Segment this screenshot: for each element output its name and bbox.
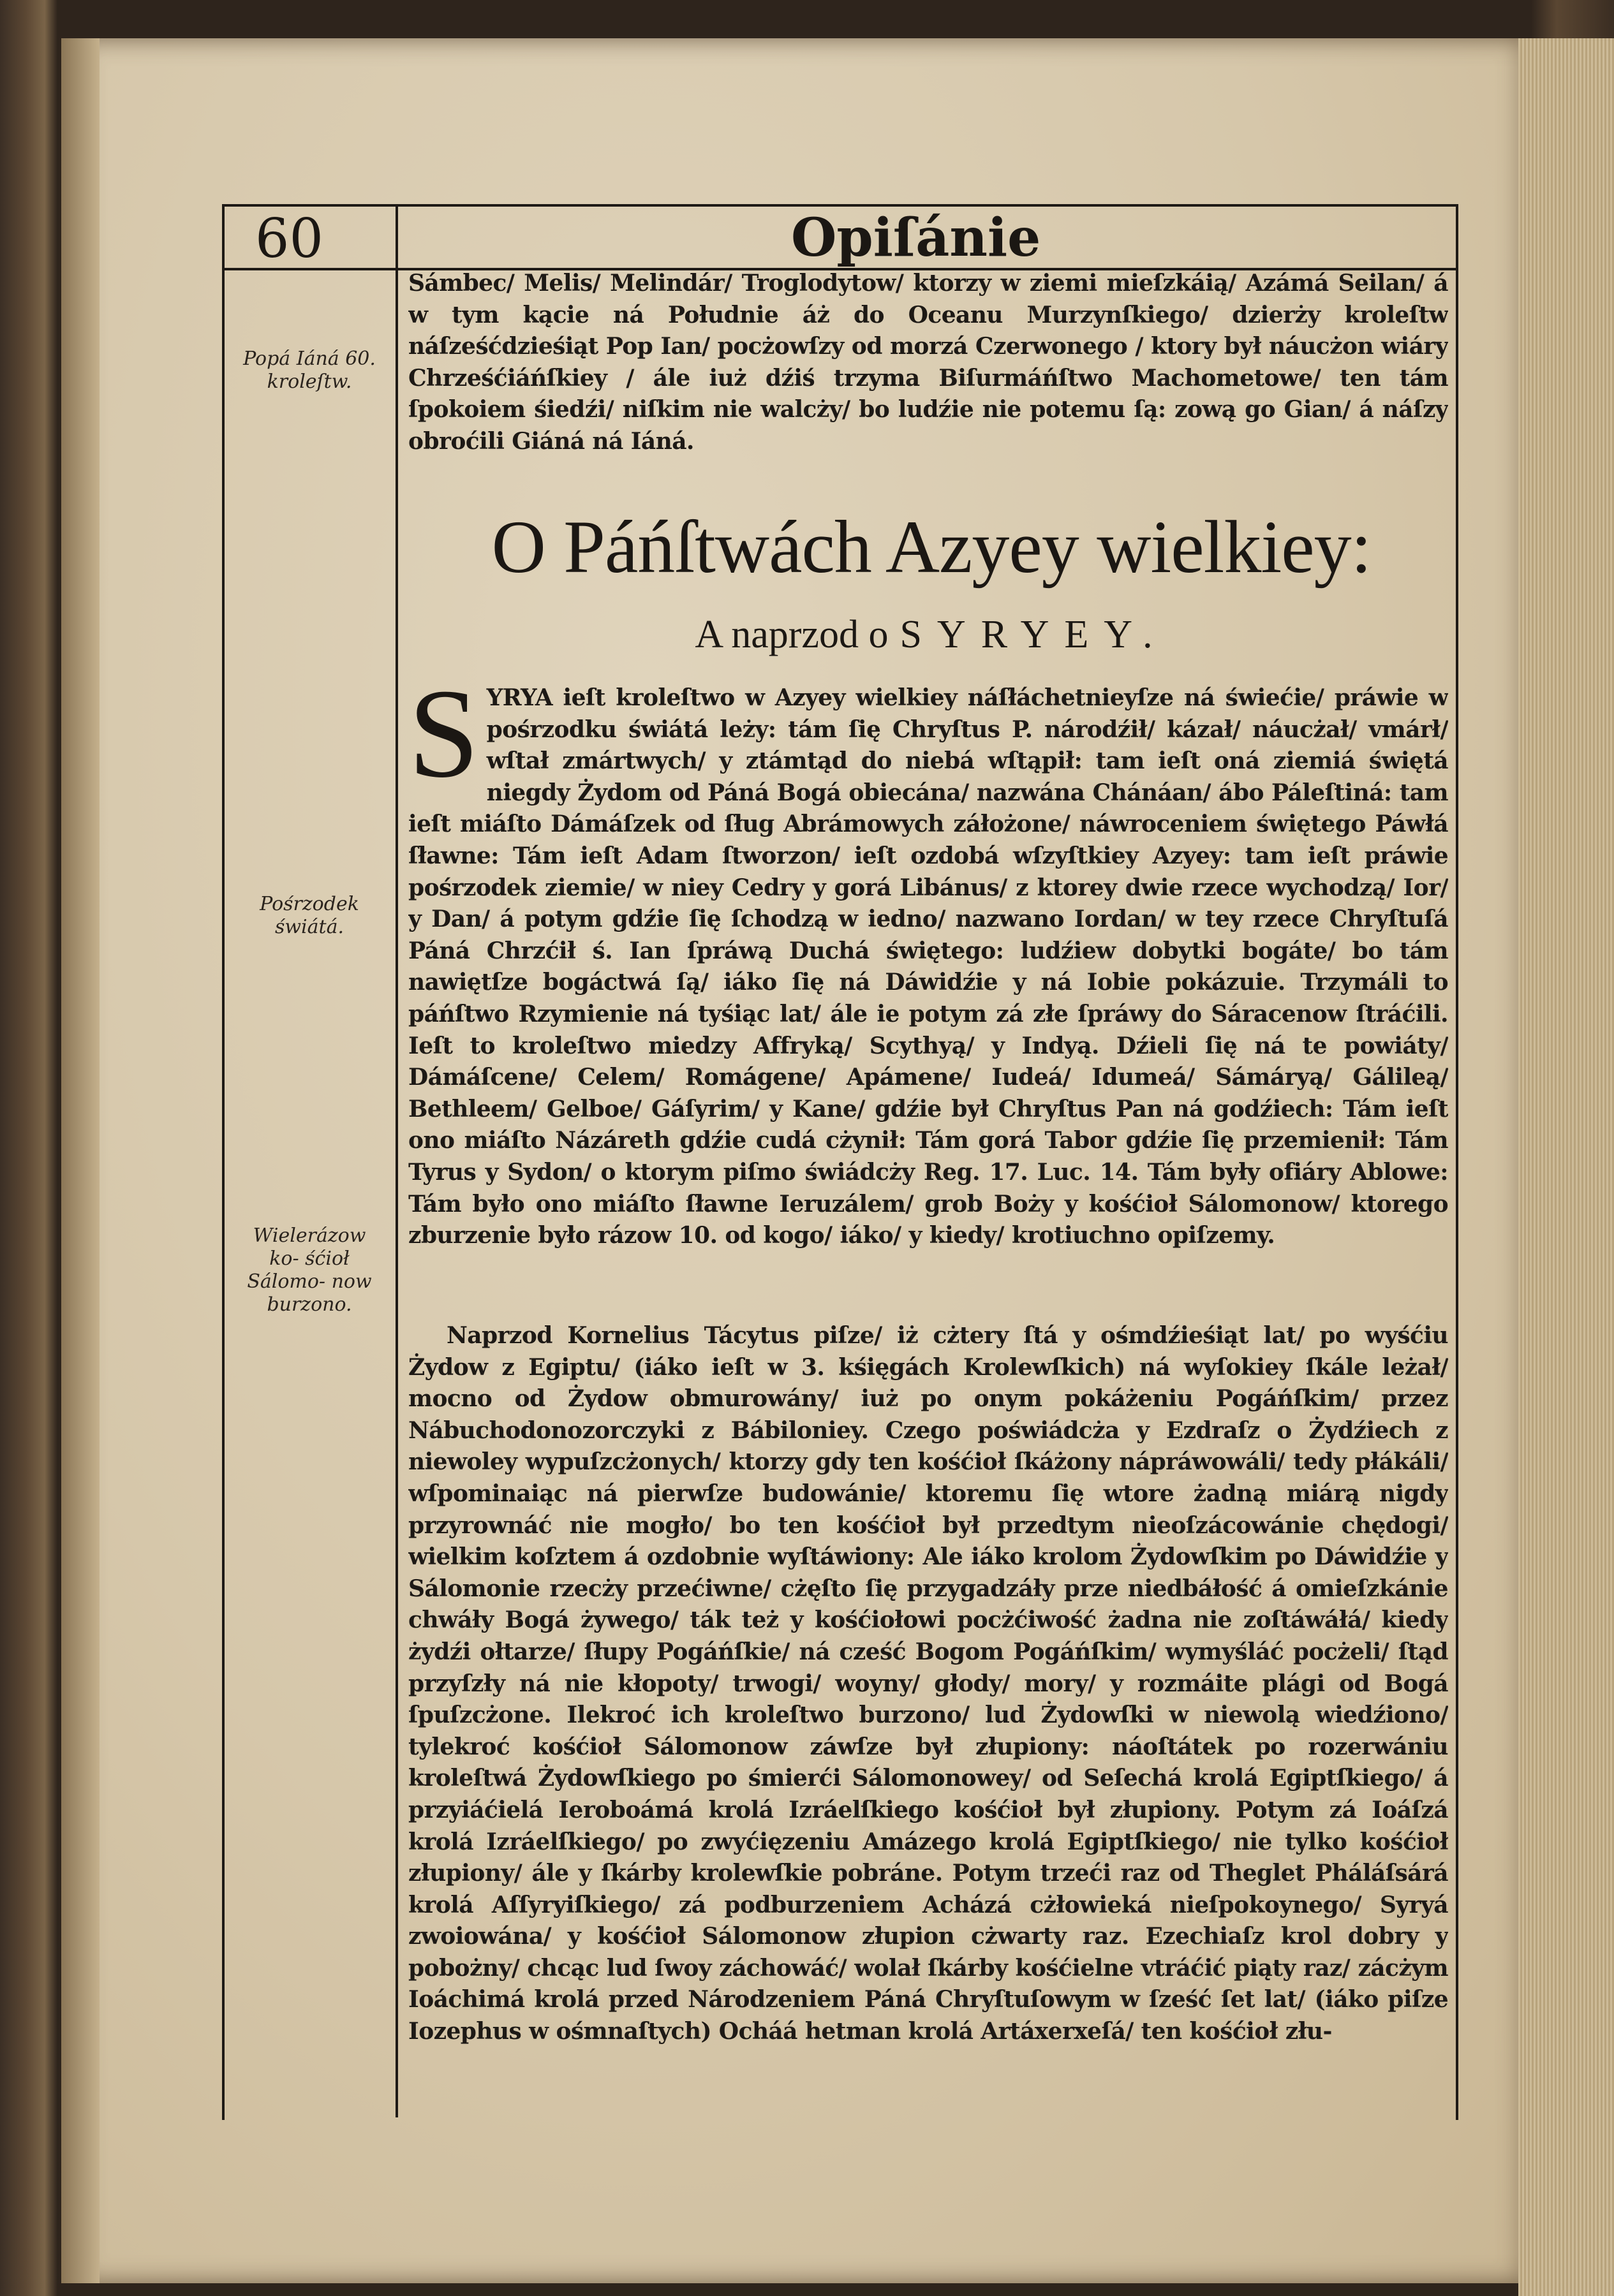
section-title: O Páńſtwách Azyey wielkiey: — [491, 505, 1372, 589]
margin-note-pop-jan: Popá Iáná 60. kroleſtw. — [243, 348, 376, 393]
page-number: 60 — [255, 207, 323, 270]
margin-note-temple-destroyed: Wielerázow ko- śćioł Sálomo- now burzono. — [247, 1225, 372, 1316]
page-edges — [1518, 38, 1614, 2296]
margin-note-center-of-world: Pośrzodek świátá. — [260, 893, 359, 938]
paragraph-temple-text: Naprzod Kornelius Tácytus piſze/ iż cżtery ſtá y ośmdźieśiąt lat/ po wyśćiu Żydow z Egiptu/ (iáko ieſt w 3. kśięgách Krolewſkich) ná wyſokiey ſkále leżał/ mocno od Żydow obmurowány/ iuż po onym pokáżeniu Pogáńſkim/ przez Nábuchodonozorczyki z Bábiloniey. Czego poświádcża y Ezdraſz o Żydźiech z niewoley wypuſzcżonych/ ktorzy gdy ten kośćioł ſkáżony nápráwowáli/ tedy płákáli/ wſpominaiąc ná pierwſze budowánie/ ktoremu ſię wtore żadną miárą nigdy przyrownáć nie mogło/ bo ten kośćioł był przedtym nieoſzácowánie chędogi/ wielkim koſztem á ozdobnie wyſtáwiony: Ale iáko krolom Żydowſkim po Dáwidźie y Sálomonie rzecży przećiwne/ cżęſto ſię przygadzáły prze niedbáłość á omieſzkánie chwáły Bogá żywego/ ták też y kośćiołowi pocżćiwość żadna nie zoſtáwáłá/ kiedy żydźi ołtarze/ ſłupy Pogáńſkie/ ná cześć Bogom Pogáńſkim/ wymyśláć pocżeli/ ſtąd przyſzły ná nie kłopoty/ trwogi/ woyny/ głody/ mory/ y rozmáite plági od Bogá ſpuſzcżone. Ilekroć ich kroleſtwo burzono/ lud Żydowſki w niewolą wiedźiono/ tylekroć kośćioł Sálomonow záwſze był złupiony: náoſtátek po rozerwániu kroleſtwá Żydowſkiego po śmierći Sálomonowey/ od Seſechá krolá Egiptſkiego/ á przyiáćielá Ieroboámá krolá Izráelſkiego kośćioł był złupiony. Potym zá Ioáſzá krolá Izráelſkiego/ po zwyćięzeniu Amázego krolá Egiptſkiego/ nie tylko kośćioł złupiony/ ále y ſkárby krolewſkie pobráne. Potym trzeći raz od Theglet Pháláſsárá krolá Aſſyryiſkiego/ zá podburzeniem Acházá cżłowieká nieſpokoynego/ Syryá zwoiowána/ y kośćioł Sálomonow złupion cżwarty raz. Ezechiaſz krol dobry y pobożny/ chcąc lud ſwoy záchowáć/ wolał ſkárby kośćielne vtráćić piąty raz/ zácżym Ioáchimá krolá przed Národzeniem Páná Chryſtuſowym w ſześć ſet lat/ (iáko piſze Iozephus w ośmnaſtych) Ocháá hetman krolá Artáxerxeſá/ ten kośćioł złu- — [408, 1322, 1448, 2045]
paragraph-syria — [408, 682, 1448, 1320]
intro-text: Sámbec/ Melis/ Melindár/ Troglodytow/ ktorzy w ziemi mieſzkáią/ Azámá Seilan/ á w tym kącie ná Południe áż do Oceanu Murzynſkiego/ dzierży kroleſtw náſześćdzieśiąt Pop Ian/ pocżowſzy od morzá Czerwonego / ktory był náucżon wiáry Chrześćiáńſkiey / ále iuż dźiś trzyma Biſurmáńſtwo Machometowe/ ten tám ſpokoiem śiedźi/ niſkim nie walcży/ bo ludźie nie potemu ſą: zową go Gian/ á náſzy obroćili Giáná ná Iáná. — [408, 270, 1448, 455]
intro-paragraph — [408, 268, 1448, 485]
section-subtitle — [415, 612, 1448, 658]
margin-column-rule — [396, 204, 398, 2117]
subtitle-word: SYRYEY. — [900, 613, 1168, 656]
paragraph-syria-text: YRYA ieſt kroleſtwo w Azyey wielkiey náſłáchetnieyſze ná świećie/ práwie w pośrzodku świátá leży: tám ſię Chryſtus P. národźił/ kázał/ náucżał/ vmárł/ wſtał zmártwych/ y ztámtąd do niebá wſtąpił: tam ieſt oná ziemiá świętá niegdy Żydom od Páná Bogá obiecána/ nazwána Chánáan/ ábo Páleſtiná: tam ieſt miáſto Dámáſzek od ſług Abrámowych záłożone/ náwroceniem świętego Páwłá ſławne: Tám ieſt Adam ſtworzon/ ieſt ozdobá wſzyſtkiey Azyey: tam ieſt práwie pośrzodek ziemie/ w niey Cedry y gorá Libánus/ z ktorey dwie rzece wychodzą/ Ior/ y Dan/ á potym gdźie ſię ſchodzą w iedno/ nazwano Iordan/ w tey rzece Chryſtuſá Páná Chrzćił ś. Ian ſpráwą Duchá świętego: ludźiew dobytki bogáte/ bo tám nawiętſze bogáctwá ſą/ iáko ſię ná Dáwidźie y ná Iobie pokázuie. Trzymáli to páńſtwo Rzymienie ná tyśiąc lat/ ále ie potym zá złe ſpráwy do Sáracenow ſtráćili. Ieſt to kroleſtwo miedzy Affryką/ Scythyą/ y Indyą. Dźieli ſię ná te powiáty/ Dámáſcene/ Celem/ Romágene/ Apámene/ Iudeá/ Idumeá/ Sámáryą/ Gálileą/ Bethleem/ Gelboe/ Gáſyrim/ y Kane/ gdźie był Chryſtus Pan ná godźiech: Tám ieſt ono miáſto Názáreth gdźie cudá cżynił: Tám gorá Tabor gdźie ſię przemienił: Tám Tyrus y Sydon/ o ktorym piſmo świádcży Reg. 17. Luc. 14. Tám były ofiáry Ablowe: Tám było ono miáſto ſławne Ieruzálem/ grob Boży y kośćioł Sálomonow/ ktorego zburzenie było rázow 10. od kogo/ iáko/ y kiedy/ krotiuchno opiſzemy. — [408, 684, 1448, 1249]
drop-cap: S — [408, 682, 479, 804]
subtitle-prefix: A naprzod o — [695, 613, 889, 656]
running-head: Opiſánie — [791, 207, 1041, 269]
paragraph-temple — [408, 1320, 1448, 2117]
book-gutter — [61, 38, 100, 2283]
